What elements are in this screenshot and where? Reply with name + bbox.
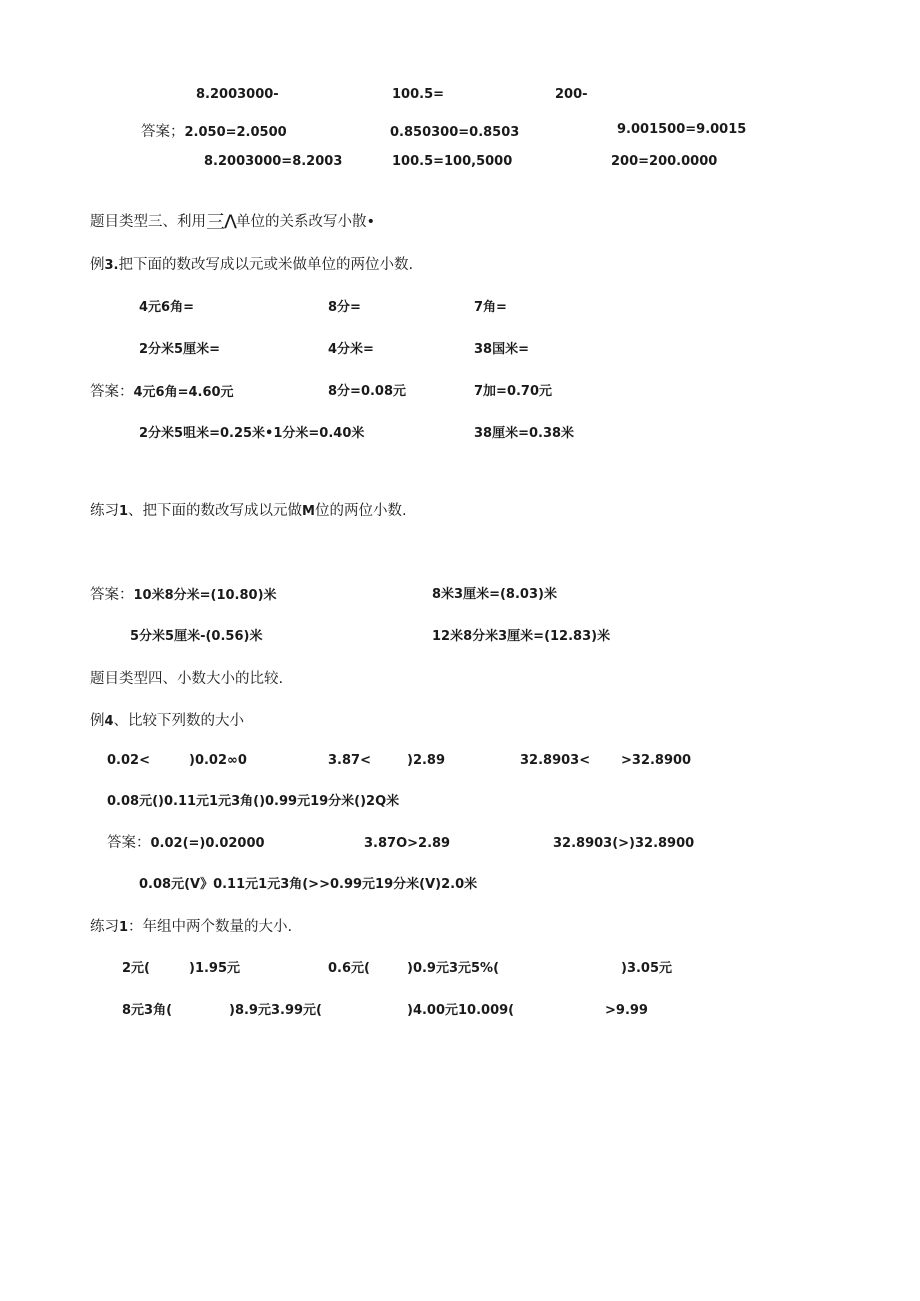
example-4-q1-left: 0.02< [107,753,150,768]
answer-prefix: 答案； [141,124,185,140]
practice-1b-q3-mid2: )4.00元10.009( [407,1003,515,1018]
answer-prefix: 答案： [90,384,134,400]
answer-example-4-line-1: 答案：0.02(=)0.02000 [107,835,265,851]
answer-example-4-a4: 0.08元(V》0.11元1元3角(>>0.99元19分米(V)2.0米 [139,877,478,892]
example-3-prompt: 例3.把下面的数改写成以元或米做单位的两位小数. [90,257,414,273]
question-2: 100.5= [392,87,445,102]
answer-1: 2.050=2.0500 [184,125,287,140]
answer-example-4-a3: 32.8903(>)32.8900 [553,836,695,851]
answer-2: 0.850300=0.8503 [390,125,520,140]
practice-1b-q1-right: )1.95元 [189,961,241,976]
answer-3-line-1: 答案：4元6角=4.60元 [90,384,234,400]
section-heading-type3: 题目类型三、利用三Λ单位的关系改写小散• [90,211,376,233]
practice-1b-q3-right: >9.99 [605,1003,648,1018]
example-3-q2: 8分= [328,300,361,315]
answer-example-4-a2: 3.87O>2.89 [364,836,451,851]
example-4-q2-left: 3.87< [328,753,371,768]
answer-4: 8.2003000=8.2003 [204,154,343,169]
example-4-q3-right: >32.8900 [621,753,692,768]
question-3: 200- [555,87,588,102]
answer-3-a5: 38厘米=0.38米 [474,426,575,441]
practice-1b-q3-mid: )8.9元3.99元( [229,1003,322,1018]
practice-1b-q2-left: 0.6元( [328,961,370,976]
example-4-q3-left: 32.8903< [520,753,591,768]
answer-practice-1-a2: 8米3厘米=(8.03)米 [432,587,557,602]
answer-3: 9.001500=9.0015 [617,122,747,137]
example-4-q4: 0.08元()0.11元1元3角()0.99元19分米()2Q米 [107,794,400,809]
practice-1b-q2-mid: )0.9元3元5%( [407,961,500,976]
answer-prefix: 答案： [107,835,151,851]
answer-practice-1-line-1: 答案：10米8分米=(10.80)米 [90,587,277,603]
example-4-q2-right: )2.89 [407,753,446,768]
example-3-q5: 4分米= [328,342,374,357]
answer-practice-1-a4: 12米8分米3厘米=(12.83)米 [432,629,611,644]
practice-1b-prompt: 练习1：年组中两个数量的大小. [90,919,293,935]
answer-3-a2: 8分=0.08元 [328,384,407,399]
answer-5: 100.5=100,5000 [392,154,513,169]
example-3-q3: 7角= [474,300,507,315]
example-3-q6: 38国米= [474,342,529,357]
section-heading-type4: 题目类型四、小数大小的比较. [90,671,284,687]
example-3-q4: 2分米5厘米= [139,342,220,357]
example-4-prompt: 例4、比较下列数的大小 [90,713,245,729]
answer-line-1 [141,123,287,142]
example-4-q1-right: )0.02∞0 [189,753,247,768]
example-3-q1: 4元6角= [139,300,194,315]
practice-1b-q3-left: 8元3角( [122,1003,173,1018]
answer-3-a3: 7加=0.70元 [474,384,553,399]
answer-prefix: 答案： [90,587,134,603]
practice-1b-q2-right: )3.05元 [621,961,673,976]
practice-1-prompt: 练习1、把下面的数改写成以元做M位的两位小数. [90,503,407,519]
answer-6: 200=200.0000 [611,154,718,169]
practice-1b-q1-left: 2元( [122,961,150,976]
answer-practice-1-a3: 5分米5厘米-(0.56)米 [130,629,263,644]
question-1: 8.2003000- [196,87,279,102]
answer-3-a4: 2分米5咀米=0.25米•1分米=0.40米 [139,426,365,441]
heading-symbol: 三Λ [206,211,236,233]
